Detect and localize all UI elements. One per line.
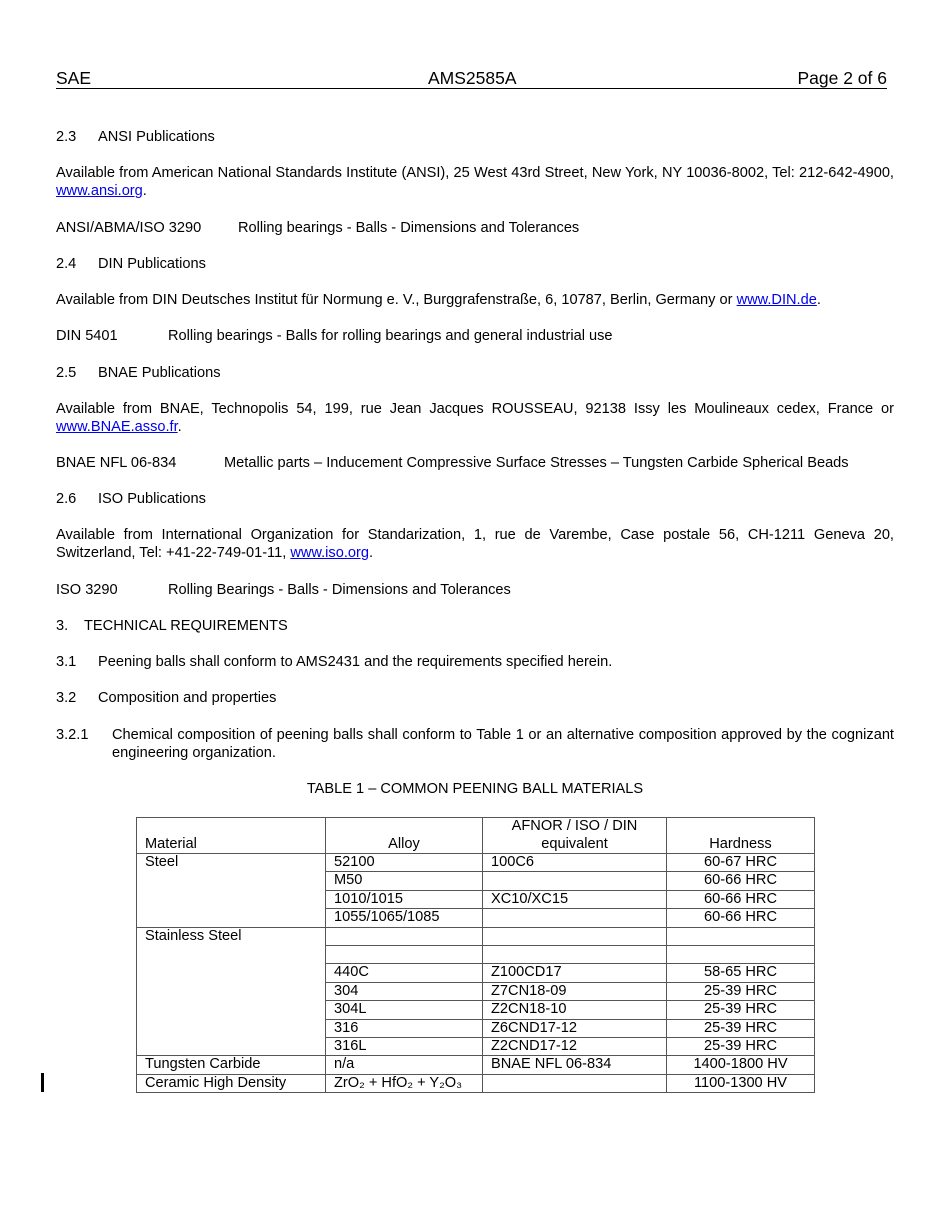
- table-row: [137, 1056, 815, 1074]
- hardness-cell: 25-39 HRC: [667, 1038, 815, 1056]
- equivalent-cell: [483, 927, 667, 945]
- punct: .: [368, 545, 374, 561]
- equivalent-cell: Z2CND17-12: [483, 1038, 667, 1056]
- material-cell: Tungsten Carbide: [137, 1056, 326, 1074]
- hardness-cell: [667, 946, 815, 964]
- section-title: DIN Publications: [98, 256, 206, 272]
- equivalent-cell: BNAE NFL 06-834: [483, 1056, 667, 1074]
- alloy-cell: [326, 946, 483, 964]
- change-bar: [41, 1073, 44, 1092]
- table-row: [137, 854, 815, 872]
- section-title: BNAE Publications: [98, 365, 221, 381]
- reference-iso: [56, 581, 511, 599]
- material-cell: Stainless Steel: [137, 927, 326, 1056]
- alloy-cell: [326, 927, 483, 945]
- reference-title: Rolling Bearings - Balls - Dimensions and Tolerances: [168, 582, 511, 598]
- equivalent-cell: Z6CND17-12: [483, 1019, 667, 1037]
- alloy-cell: ZrO₂ + HfO₂ + Y₂O₃: [326, 1074, 483, 1092]
- section-heading-2-5: [56, 364, 221, 382]
- equivalent-cell: Z7CN18-09: [483, 982, 667, 1000]
- hardness-cell: 60-66 HRC: [667, 890, 815, 908]
- section-number: 3.1: [56, 654, 77, 670]
- section-3-1: [56, 653, 612, 671]
- materials-table: [136, 817, 815, 1093]
- alloy-cell: 1010/1015: [326, 890, 483, 908]
- section-heading-3: [56, 617, 288, 635]
- section-3-2-1-number: 3.2.1: [56, 727, 89, 743]
- link-din[interactable]: www.DIN.de: [736, 292, 817, 308]
- equivalent-cell: [483, 946, 667, 964]
- header-equivalent: AFNOR / ISO / DIN equivalent: [483, 818, 667, 854]
- punct: .: [816, 292, 821, 308]
- reference-code: ANSI/ABMA/ISO 3290: [56, 220, 202, 236]
- paragraph-bnae: [56, 400, 894, 436]
- alloy-cell: 316: [326, 1019, 483, 1037]
- section-text: Composition and properties: [98, 690, 277, 706]
- alloy-cell: 52100: [326, 854, 483, 872]
- header-org: SAE: [56, 68, 92, 88]
- equivalent-cell: 100C6: [483, 854, 667, 872]
- hardness-cell: 60-67 HRC: [667, 854, 815, 872]
- reference-bnae: [56, 454, 849, 472]
- equivalent-cell: Z100CD17: [483, 964, 667, 982]
- alloy-cell: 1055/1065/1085: [326, 909, 483, 927]
- punct: .: [142, 183, 147, 199]
- paragraph-text: Available from International Organization for Standarization, 1, rue de Varembe, Case postale 56, CH-1211 Geneva 20, Switzerland, Tel: +41-22-749-01-11,: [56, 527, 894, 561]
- table-row: [137, 927, 815, 945]
- table-row: [137, 1074, 815, 1092]
- section-number: 3.2: [56, 690, 77, 706]
- hardness-cell: 25-39 HRC: [667, 982, 815, 1000]
- hardness-cell: [667, 927, 815, 945]
- section-title: ISO Publications: [98, 491, 206, 507]
- hardness-cell: 1400-1800 HV: [667, 1056, 815, 1074]
- paragraph-text: Available from DIN Deutsches Institut für Normung e. V., Burggrafenstraße, 6, 10787, Berlin, Germany or: [56, 292, 737, 308]
- reference-title: Rolling bearings - Balls - Dimensions and Tolerances: [238, 220, 580, 236]
- section-text: Peening balls shall conform to AMS2431 and the requirements specified herein.: [98, 654, 613, 670]
- header-doc-number: AMS2585A: [428, 68, 517, 88]
- header-alloy: Alloy: [326, 818, 483, 854]
- material-cell: Ceramic High Density: [137, 1074, 326, 1092]
- reference-title: Rolling bearings - Balls for rolling bearings and general industrial use: [168, 328, 613, 344]
- paragraph-text: Available from American National Standards Institute (ANSI), 25 West 43rd Street, New York, NY 10036-8002, Tel: 212-642-4900,: [56, 165, 894, 181]
- reference-code: ISO 3290: [56, 582, 118, 598]
- section-3-2: [56, 689, 276, 707]
- hardness-cell: 60-66 HRC: [667, 872, 815, 890]
- equivalent-cell: Z2CN18-10: [483, 1001, 667, 1019]
- section-number: 2.3: [56, 129, 77, 145]
- section-heading-2-4: [56, 255, 206, 273]
- paragraph-din: [56, 291, 894, 309]
- hardness-cell: 60-66 HRC: [667, 909, 815, 927]
- section-title: ANSI Publications: [98, 129, 215, 145]
- alloy-cell: 304L: [326, 1001, 483, 1019]
- alloy-cell: M50: [326, 872, 483, 890]
- reference-ansi: [56, 219, 579, 237]
- alloy-cell: 316L: [326, 1038, 483, 1056]
- paragraph-text: Available from BNAE, Technopolis 54, 199, rue Jean Jacques ROUSSEAU, 92138 Issy les Moulineaux cedex, France or: [56, 401, 894, 417]
- reference-code: BNAE NFL 06-834: [56, 455, 177, 471]
- hardness-cell: 25-39 HRC: [667, 1019, 815, 1037]
- section-number: 2.6: [56, 491, 77, 507]
- reference-title: Metallic parts – Inducement Compressive Surface Stresses – Tungsten Carbide Spherical Beads: [224, 455, 849, 471]
- section-heading-2-6: [56, 490, 206, 508]
- section-heading-2-3: [56, 128, 215, 146]
- table-title: TABLE 1 – COMMON PEENING BALL MATERIALS: [306, 781, 644, 797]
- page-header: [56, 68, 887, 89]
- equivalent-cell: [483, 1074, 667, 1092]
- alloy-cell: 304: [326, 982, 483, 1000]
- section-number: 2.5: [56, 365, 77, 381]
- link-ansi[interactable]: www.ansi.org: [56, 183, 143, 199]
- equivalent-cell: XC10/XC15: [483, 890, 667, 908]
- alloy-cell: n/a: [326, 1056, 483, 1074]
- header-page-number: Page 2 of 6: [797, 68, 887, 88]
- hardness-cell: 58-65 HRC: [667, 964, 815, 982]
- equivalent-cell: [483, 909, 667, 927]
- paragraph-ansi: [56, 164, 894, 200]
- hardness-cell: 25-39 HRC: [667, 1001, 815, 1019]
- hardness-cell: 1100-1300 HV: [667, 1074, 815, 1092]
- table-header-row: [137, 818, 815, 854]
- section-3-2-1-text: Chemical composition of peening balls shall conform to Table 1 or an alternative composition approved by the cognizant engineering organization.: [112, 727, 894, 761]
- link-iso[interactable]: www.iso.org: [290, 545, 369, 561]
- material-cell: Steel: [137, 854, 326, 928]
- section-number: 2.4: [56, 256, 77, 272]
- alloy-cell: 440C: [326, 964, 483, 982]
- header-hardness: Hardness: [667, 818, 815, 854]
- paragraph-iso: [56, 526, 894, 562]
- section-title: TECHNICAL REQUIREMENTS: [84, 618, 288, 634]
- reference-din: [56, 327, 613, 345]
- section-number: 3.: [56, 618, 69, 634]
- header-material: Material: [137, 818, 326, 854]
- equivalent-cell: [483, 872, 667, 890]
- link-bnae[interactable]: www.BNAE.asso.fr: [56, 419, 178, 435]
- reference-code: DIN 5401: [56, 328, 118, 344]
- punct: .: [177, 419, 182, 435]
